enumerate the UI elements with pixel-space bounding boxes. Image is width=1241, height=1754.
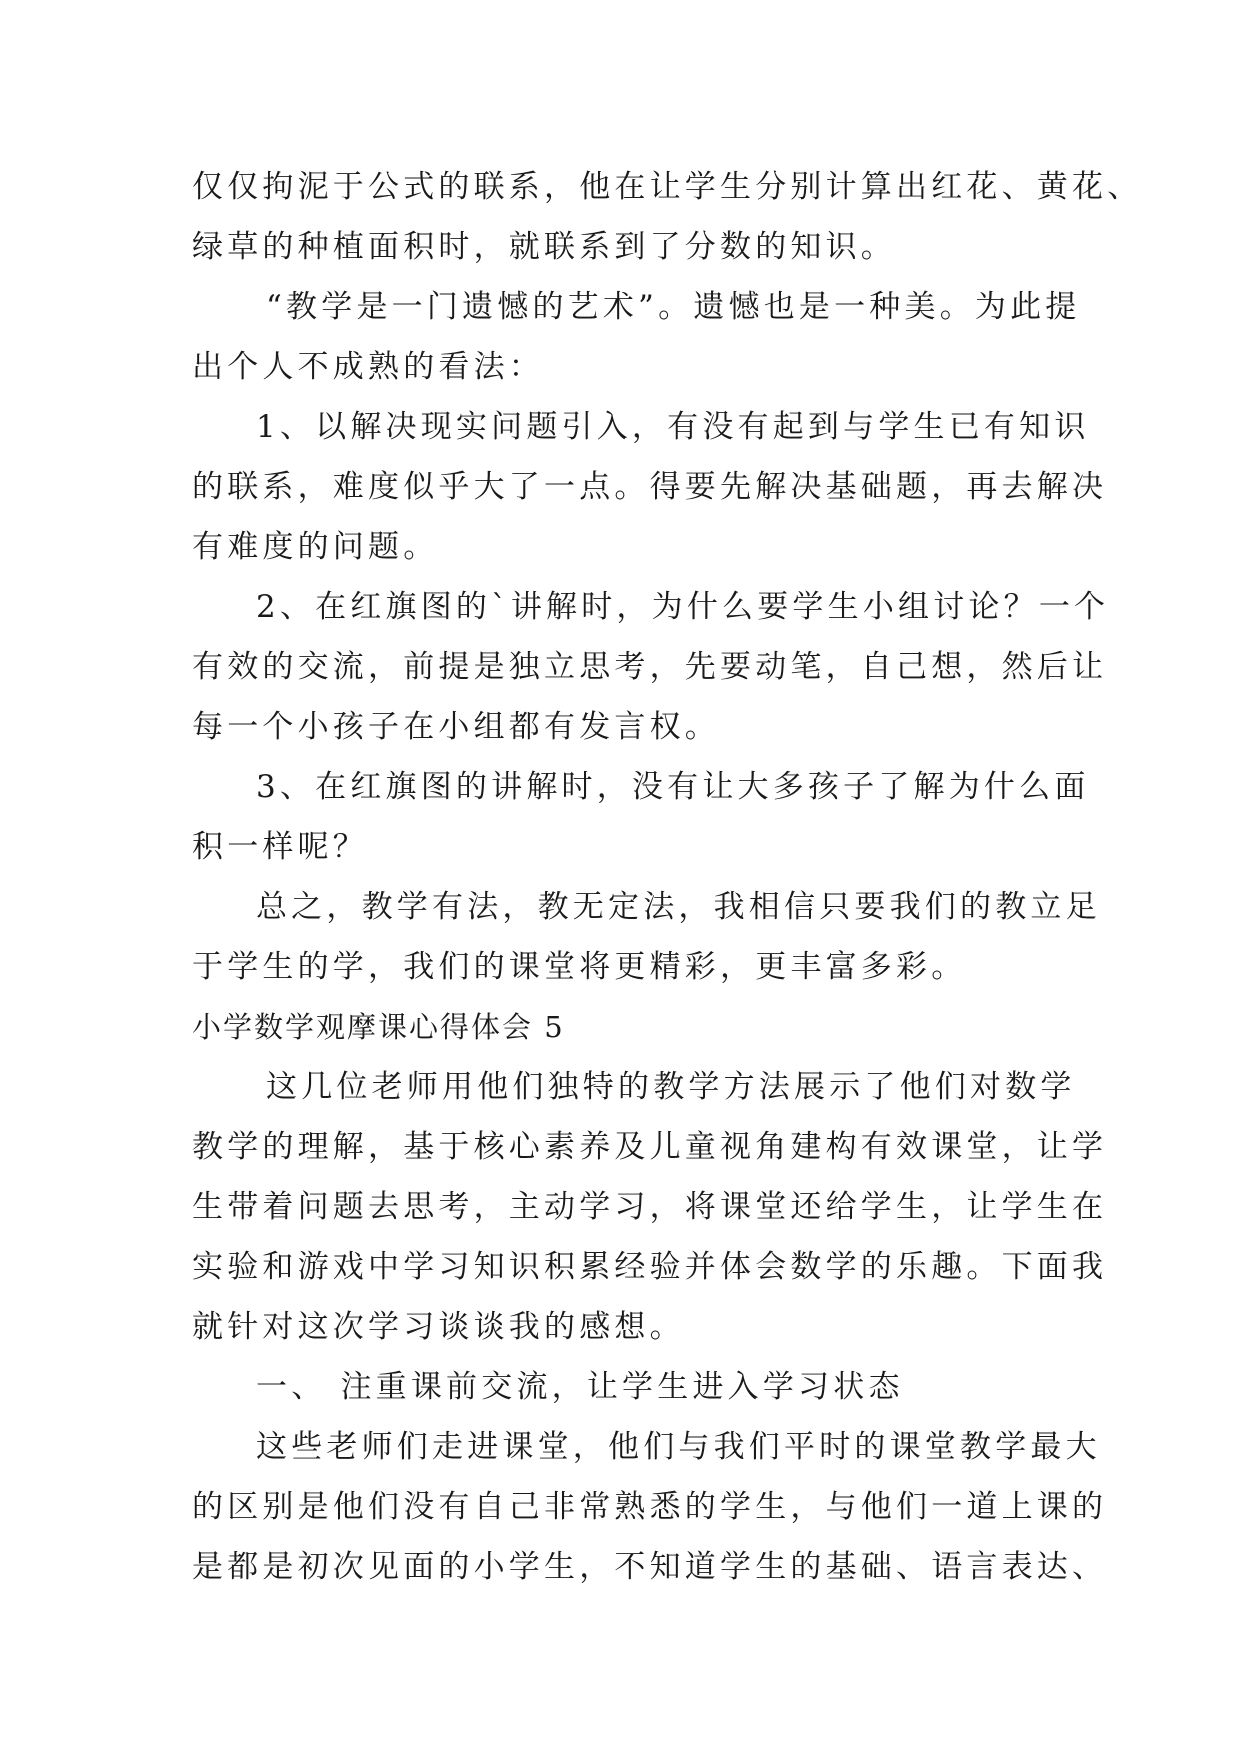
paragraph — [192, 757, 1090, 877]
document-body — [192, 157, 1143, 1597]
text-line: 的联系，难度似乎大了一点。得要先解决基础题，再去解决 — [192, 469, 1108, 505]
text-line: 积一样呢？ — [192, 829, 368, 865]
text-line: 总之，教学有法，教无定法，我相信只要我们的教立足 — [256, 889, 1101, 925]
paragraph — [192, 577, 1110, 757]
text-line: 这几位老师用他们独特的教学方法展示了他们对数学 — [266, 1069, 1076, 1105]
text-line: 就针对这次学习谈谈我的感想。 — [192, 1309, 685, 1345]
text-line: 教学的理解，基于核心素养及儿童视角建构有效课堂，让学 — [192, 1129, 1108, 1165]
text-line: 3、在红旗图的讲解时，没有让大多孩子了解为什么面 — [256, 769, 1090, 805]
paragraph — [192, 397, 1108, 577]
paragraph — [192, 157, 1143, 277]
text-line: 是都是初次见面的小学生，不知道学生的基础、语言表达、 — [192, 1549, 1108, 1585]
text-line: 有效的交流，前提是独立思考，先要动笔，自己想，然后让 — [192, 649, 1108, 685]
text-line: “教学是一门遗憾的艺术”。遗憾也是一种美。为此提 — [266, 289, 1081, 325]
text-line: 有难度的问题。 — [192, 529, 439, 565]
paragraph — [192, 277, 1081, 397]
text-line: 每一个小孩子在小组都有发言权。 — [192, 709, 720, 745]
text-line: 的区别是他们没有自己非常熟悉的学生，与他们一道上课的 — [192, 1489, 1108, 1525]
subsection-heading — [192, 1357, 1062, 1417]
paragraph — [192, 1057, 1108, 1357]
text-line: 绿草的种植面积时，就联系到了分数的知识。 — [192, 229, 896, 265]
text-line: 于学生的学，我们的课堂将更精彩，更丰富多彩。 — [192, 949, 967, 985]
text-line: 1、以解决现实问题引入，有没有起到与学生已有知识 — [256, 409, 1090, 445]
paragraph — [192, 877, 1101, 997]
section-heading: 小学数学观摩课心得体会 5 — [192, 1010, 565, 1044]
text-line: 实验和游戏中学习知识积累经验并体会数学的乐趣。下面我 — [192, 1249, 1108, 1285]
text-line: 生带着问题去思考，主动学习，将课堂还给学生，让学生在 — [192, 1189, 1108, 1225]
text-line: 出个人不成熟的看法： — [192, 349, 544, 385]
text-line: 一、 注重课前交流，让学生进入学习状态 — [256, 1369, 904, 1405]
text-line: 2、在红旗图的`讲解时，为什么要学生小组讨论？一个 — [256, 589, 1110, 625]
text-line: 这些老师们走进课堂，他们与我们平时的课堂教学最大 — [256, 1429, 1101, 1465]
paragraph — [192, 1417, 1108, 1597]
text-line: 仅仅拘泥于公式的联系，他在让学生分别计算出红花、黄花、 — [192, 169, 1143, 205]
